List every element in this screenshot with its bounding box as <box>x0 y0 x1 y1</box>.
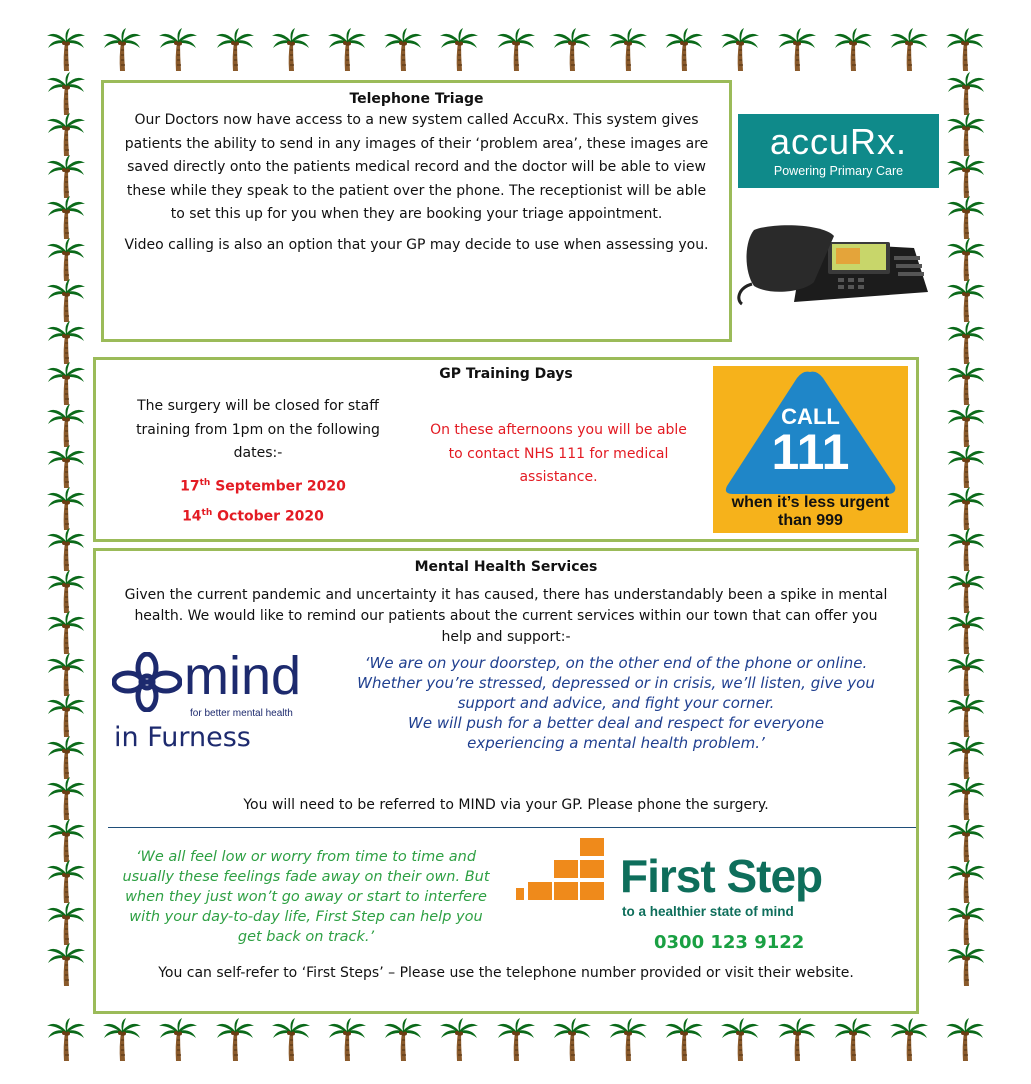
desk-phone-image <box>734 222 930 308</box>
telephone-triage-title: Telephone Triage <box>349 91 484 107</box>
palm-tree-icon <box>946 902 986 946</box>
palm-tree-icon <box>946 196 986 240</box>
palm-tree-icon <box>46 196 86 240</box>
palm-tree-icon <box>46 321 86 365</box>
accurx-logo-tagline: Powering Primary Care <box>773 164 904 178</box>
palm-tree-icon <box>946 279 986 323</box>
surgery-closed-text: The surgery will be closed for staff training from 1pm on the following dates:- <box>136 398 380 461</box>
palm-tree-icon <box>46 528 86 572</box>
palm-tree-icon <box>946 113 986 157</box>
palm-tree-icon <box>46 611 86 655</box>
mental-health-intro: Given the current pandemic and uncertainty it has caused, there has understandably been a spike in mental health. We would like to remind our patients about the current services within our town that can offer you help and support:- <box>124 587 888 645</box>
palm-tree-icon <box>889 1018 929 1062</box>
palm-tree-icon <box>946 819 986 863</box>
palm-tree-icon <box>946 72 986 116</box>
palm-tree-icon <box>945 28 985 72</box>
palm-tree-icon <box>46 362 86 406</box>
palm-tree-icon <box>946 404 986 448</box>
palm-tree-icon <box>946 777 986 821</box>
palm-tree-icon <box>383 1018 423 1062</box>
palm-tree-icon <box>46 653 86 697</box>
palm-tree-icon <box>158 1018 198 1062</box>
palm-tree-icon <box>720 28 760 72</box>
accurx-logo <box>738 114 939 188</box>
first-step-quote: ‘We all feel low or worry from time to time and usually these feelings fade away on their own. But when they just won’t go away or start to interfere with your day-to-day life, First Step can help you get back on track.’ <box>122 849 490 945</box>
palm-tree-icon <box>946 528 986 572</box>
first-step-logo <box>516 836 896 956</box>
palm-tree-icon <box>439 28 479 72</box>
palm-tree-icon <box>946 238 986 282</box>
palm-tree-icon <box>946 943 986 987</box>
palm-tree-icon <box>271 1018 311 1062</box>
palm-tree-icon <box>383 28 423 72</box>
palm-tree-icon <box>46 279 86 323</box>
accurx-logo-name: accuRx. <box>769 121 908 162</box>
gp-training-title: GP Training Days <box>439 366 573 382</box>
palm-tree-icon <box>946 445 986 489</box>
call-111-tagline: when it’s less urgent than 999 <box>731 494 890 529</box>
palm-tree-icon <box>327 28 367 72</box>
section-divider <box>108 827 916 828</box>
palm-tree-icon <box>946 860 986 904</box>
palm-tree-icon <box>777 28 817 72</box>
mind-quote-line: ‘We are on your doorstep, on the other end of the phone or online. <box>364 654 868 672</box>
palm-tree-icon <box>46 943 86 987</box>
palm-tree-icon <box>946 736 986 780</box>
mind-logo-tagline: for better mental health <box>190 708 293 719</box>
palm-tree-icon <box>946 362 986 406</box>
palm-tree-icon <box>496 28 536 72</box>
palm-tree-icon <box>946 694 986 738</box>
palm-tree-icon <box>46 487 86 531</box>
palm-tree-icon <box>608 1018 648 1062</box>
first-step-steps-icon <box>516 836 608 906</box>
palm-tree-icon <box>664 28 704 72</box>
palm-tree-icon <box>327 1018 367 1062</box>
palm-tree-icon <box>215 1018 255 1062</box>
training-date-1: 17th September 2020 <box>180 478 346 495</box>
palm-tree-icon <box>496 1018 536 1062</box>
video-calling-note: Video calling is also an option that your GP may decide to use when assessing you. <box>124 236 709 253</box>
palm-tree-icon <box>102 28 142 72</box>
mind-logo-place: in Furness <box>114 722 251 753</box>
first-step-logo-name: First Step <box>620 850 823 902</box>
training-date-2: 14th October 2020 <box>182 508 324 525</box>
palm-tree-icon <box>46 694 86 738</box>
palm-tree-icon <box>889 28 929 72</box>
palm-tree-icon <box>439 1018 479 1062</box>
palm-tree-icon <box>46 736 86 780</box>
palm-tree-icon <box>46 860 86 904</box>
palm-tree-icon <box>215 28 255 72</box>
palm-tree-icon <box>46 28 86 72</box>
mind-quote-line: We will push for a better deal and respect for everyone experiencing a mental health problem.’ <box>408 714 824 752</box>
mind-quote <box>346 653 886 753</box>
palm-tree-icon <box>46 113 86 157</box>
first-step-referral-text: You can self-refer to ‘First Steps’ – Please use the telephone number provided or visit their website. <box>158 965 854 981</box>
palm-tree-icon <box>46 445 86 489</box>
palm-tree-icon <box>46 238 86 282</box>
palm-tree-icon <box>664 1018 704 1062</box>
palm-tree-icon <box>946 321 986 365</box>
palm-tree-icon <box>46 155 86 199</box>
mind-quote-line: Whether you’re stressed, depressed or in crisis, we’ll listen, give you support and advice, and fight your corner. <box>357 674 875 712</box>
palm-tree-icon <box>46 72 86 116</box>
first-step-logo-tagline: to a healthier state of mind <box>622 904 794 919</box>
mind-logo-name: mind <box>184 646 302 706</box>
mind-logo <box>110 646 335 756</box>
palm-tree-icon <box>552 1018 592 1062</box>
palm-tree-icon <box>833 28 873 72</box>
mental-health-title: Mental Health Services <box>414 559 598 575</box>
palm-tree-icon <box>552 28 592 72</box>
mind-referral-text: You will need to be referred to MIND via your GP. Please phone the surgery. <box>243 797 769 813</box>
mind-flower-icon <box>112 652 182 712</box>
palm-tree-icon <box>946 155 986 199</box>
palm-tree-icon <box>102 1018 142 1062</box>
telephone-triage-box <box>101 80 732 342</box>
palm-tree-icon <box>46 902 86 946</box>
palm-tree-icon <box>46 570 86 614</box>
palm-tree-icon <box>946 653 986 697</box>
palm-tree-icon <box>46 777 86 821</box>
call-111-number: 111 <box>771 424 850 480</box>
first-step-phone[interactable]: 0300 123 9122 <box>654 932 805 953</box>
telephone-triage-body: Our Doctors now have access to a new system called AccuRx. This system gives patients the ability to send in any images of their ‘problem area’, these images are saved directly onto the patients medical record and the doctor will be able to view these while they speak to the patient over the phone. The receptionist will be able to set this up for you when they are booking your triage appointment. <box>124 112 709 222</box>
call-111-logo <box>713 366 908 533</box>
palm-tree-icon <box>158 28 198 72</box>
palm-tree-icon <box>271 28 311 72</box>
nhs-111-text: On these afternoons you will be able to contact NHS 111 for medical assistance. <box>430 422 687 485</box>
palm-tree-icon <box>833 1018 873 1062</box>
palm-tree-icon <box>46 404 86 448</box>
palm-tree-icon <box>777 1018 817 1062</box>
palm-tree-icon <box>720 1018 760 1062</box>
palm-tree-icon <box>945 1018 985 1062</box>
palm-tree-icon <box>46 1018 86 1062</box>
palm-tree-icon <box>946 570 986 614</box>
palm-tree-icon <box>946 611 986 655</box>
call-111-call: CALL <box>781 404 840 429</box>
palm-tree-icon <box>608 28 648 72</box>
palm-tree-icon <box>946 487 986 531</box>
palm-tree-icon <box>46 819 86 863</box>
